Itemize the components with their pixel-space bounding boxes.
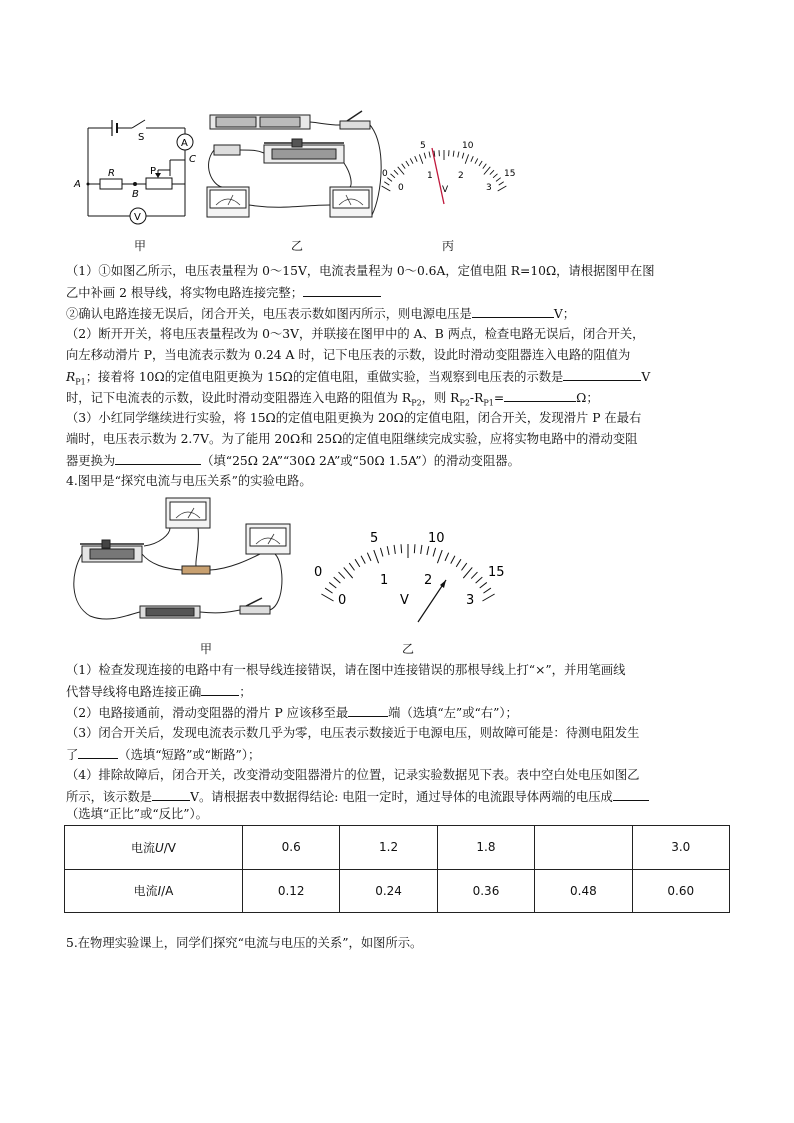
dial-tick (401, 544, 402, 553)
dial1-inner-2: 2 (458, 171, 464, 181)
dial-tick (394, 545, 395, 554)
q3-line-6: $R_{P1}$；接着将 10Ω的定值电阻更换为 15Ω的定值电阻，重做实验，当观察到电压表的示数是 V (66, 370, 651, 387)
table-cell: 0.36 (437, 869, 534, 913)
dial1-unit: V (442, 185, 449, 195)
dial-tick (325, 588, 332, 593)
ammeter-label: A (181, 138, 188, 149)
dial2-outer-0: 0 (314, 565, 323, 580)
q4-line-3: （2）电路接通前，滑动变阻器的滑片 P 应该移至最 端（选填“左”或“右”）； (66, 706, 518, 720)
answer-blank[interactable] (152, 788, 190, 801)
q4-line-4: （3）闭合开关后，发现电流表示数几乎为零，电压表示数接近于电源电压，则故障可能是：待测电阻发生 (66, 726, 640, 740)
caption-jia: 甲 (134, 239, 147, 253)
table-cell: 0.24 (340, 869, 437, 913)
q3-line-7: 时，记下电流表的示数，设此时滑动变阻器连入电路的阻值为 $R_{P2}$，则 $R_{P2}-R_{P1}= \Omega$； (66, 391, 599, 408)
dial-tick (456, 559, 461, 567)
slider-p-label: P (150, 166, 157, 177)
dial-tick (414, 544, 415, 553)
dial-tick (490, 170, 494, 174)
dial-tick (329, 582, 336, 588)
dial1-outer-10: 10 (462, 141, 474, 151)
answer-blank[interactable] (115, 452, 201, 465)
q3-line-5: 向左移动滑片 P，当电流表示数为 0.24 A 时，记下电压表的示数，设此时滑动变阻器连入电路的阻值为 (66, 348, 631, 362)
dial-tick (424, 153, 426, 159)
q4-line-1: （1）检查发现连接的电路中有一根导线连接错误，请在图中连接错误的那根导线上打“×”，并用笔画线 (66, 663, 626, 677)
circuit-diagram-jia (70, 110, 200, 230)
dial-tick (483, 588, 490, 593)
table-cell: 3.0 (632, 826, 729, 870)
q5-heading: 5.在物理实验课上，同学们探究“电流与电压的关系”，如图所示。 (66, 936, 423, 950)
voltmeter-label: V (134, 212, 141, 223)
dial-tick (349, 563, 354, 570)
dial-tick (344, 567, 353, 578)
row-header-voltage: 电流U/V (65, 826, 243, 870)
q4-line-2: 代替导线将电路连接正确 ； (66, 685, 252, 699)
q3-line-9: 端时，电压表示数为 2.7V。为了能用 20Ω和 25Ω的定值电阻继续完成实验，应将实物电路中的滑动变阻 (66, 432, 638, 446)
dial1-inner-1: 1 (427, 171, 433, 181)
dial-tick (480, 582, 487, 588)
answer-blank[interactable] (201, 683, 239, 696)
dial-tick (479, 161, 482, 166)
q3-line-3: ②确认电路连接无误后，闭合开关，电压表示数如图丙所示，则电源电压是 V； (66, 307, 575, 321)
node-c-label: C (189, 154, 196, 165)
q4-line-7: 所示，该示数是 V。请根据表中数据得结论: 电阻一定时，通过导体的电流跟导体两端的电压成 (66, 788, 732, 806)
dial-tick (382, 186, 391, 191)
dial-tick (387, 178, 392, 182)
dial-tick (465, 154, 468, 163)
dial-tick (462, 153, 464, 159)
dial2-outer-15: 15 (488, 565, 505, 580)
dial-tick (484, 167, 490, 175)
dial-tick (445, 553, 449, 561)
dial-tick (433, 548, 435, 557)
table-cell: 0.6 (243, 826, 340, 870)
dial-tick (461, 563, 466, 570)
dial-tick (451, 556, 455, 564)
dial-tick (429, 152, 430, 158)
dial2-inner-0: 0 (338, 593, 347, 608)
dial1-outer-15: 15 (504, 169, 516, 179)
dial-tick (427, 546, 429, 555)
dial-tick (458, 152, 459, 158)
table-cell: 0.60 (632, 869, 729, 913)
dial-tick (361, 556, 365, 564)
dial-tick (398, 167, 404, 175)
node-b-label: B (132, 189, 139, 200)
dial1-needle (432, 148, 444, 204)
voltmeter-dial-bing (372, 130, 522, 225)
table-cell: 1.8 (437, 826, 534, 870)
caption-yi-q4: 乙 (402, 642, 415, 656)
caption-bing: 丙 (442, 239, 455, 253)
dial2-outer-10: 10 (428, 531, 445, 546)
q3-line-1: （1）①如图乙所示，电压表量程为 0～15V，电流表量程为 0～0.6A，定值电阻 R=10Ω，请根据图甲在图 (66, 264, 655, 278)
apparatus-jia-q4 (70, 494, 295, 634)
dial1-inner-3: 3 (486, 183, 492, 193)
dial-tick (394, 170, 398, 174)
dial1-inner-0: 0 (398, 183, 404, 193)
node-a-label: A (74, 179, 81, 190)
switch-label: S (138, 132, 145, 143)
voltmeter-dial-yi (306, 524, 516, 624)
caption-yi: 乙 (291, 239, 304, 253)
dial2-inner-2: 2 (424, 573, 433, 588)
dial-tick (483, 164, 487, 169)
dial-tick (463, 567, 472, 578)
dial-tick (476, 577, 483, 583)
answer-blank[interactable] (504, 389, 576, 402)
table-cell: 0.48 (535, 869, 632, 913)
answer-blank[interactable] (78, 746, 118, 759)
dial1-outer-5: 5 (420, 141, 426, 151)
dial-tick (493, 174, 497, 178)
answer-blank[interactable] (472, 305, 554, 318)
dial-tick (421, 545, 422, 554)
dial-tick (498, 186, 507, 191)
dial-tick (384, 182, 389, 185)
q4-heading: 4.图甲是“探究电流与电压关系”的实验电路。 (66, 474, 312, 488)
table-cell: 0.12 (243, 869, 340, 913)
dial-tick (475, 158, 478, 163)
caption-jia-q4: 甲 (200, 642, 213, 656)
dial2-inner-3: 3 (466, 593, 475, 608)
q3-line-4: （2）断开开关，将电压表量程改为 0～3V，并联接在图甲中的 A、B 两点，检查电路无误后，闭合开关， (66, 327, 645, 341)
dial1-outer-0: 0 (382, 169, 388, 179)
resistor-r-label: R (108, 168, 115, 179)
dial-tick (410, 158, 413, 163)
q3-line-2: 乙中补画 2 根导线，将实物电路连接完整； (66, 284, 732, 302)
dial-tick (415, 156, 417, 161)
q3-line-8: （3）小红同学继续进行实验，将 15Ω的定值电阻更换为 20Ω的定值电阻，闭合开关，发现滑片 P 在最右 (66, 411, 642, 425)
answer-blank[interactable] (563, 368, 641, 381)
table-cell: 1.2 (340, 826, 437, 870)
dial-tick (367, 553, 371, 561)
dial-tick (387, 546, 389, 555)
row-header-current: 电流I/A (65, 869, 243, 913)
dial-tick (471, 572, 477, 578)
dial-tick (419, 154, 422, 163)
dial-tick (402, 164, 406, 169)
answer-blank[interactable] (303, 284, 381, 297)
q4-line-5: 了 （选填“短路”或“断路”）； (66, 748, 261, 762)
dial-tick (437, 550, 442, 563)
dial-tick (453, 151, 454, 157)
answer-blank[interactable] (348, 704, 388, 717)
q4-line-6: （4）排除故障后，闭合开关，改变滑动变阻器滑片的位置，记录实验数据见下表。表中空白处电压如图乙 (66, 768, 640, 782)
table-row (65, 869, 730, 913)
dial-tick (390, 174, 394, 178)
q3-line-10: 器更换为 （填“25Ω 2A”“30Ω 2A”或“50Ω 1.5A”）的滑动变阻器。 (66, 454, 520, 468)
q4-line-8: （选填“正比”或“反比”）。 (66, 807, 208, 821)
table-cell[interactable] (535, 826, 632, 870)
data-table (64, 825, 730, 913)
dial-tick (334, 577, 341, 583)
dial-tick (321, 594, 333, 601)
answer-blank[interactable] (613, 788, 649, 801)
apparatus-yi (202, 105, 392, 230)
dial2-inner-1: 1 (380, 573, 389, 588)
dial-tick (482, 594, 494, 601)
dial2-outer-5: 5 (370, 531, 379, 546)
dial-tick (406, 161, 409, 166)
dial-tick (339, 572, 345, 578)
table-row (65, 826, 730, 870)
dial-tick (499, 182, 504, 185)
dial2-unit: V (400, 593, 409, 608)
dial-tick (355, 559, 360, 567)
dial-tick (374, 550, 379, 563)
dial-tick (471, 156, 473, 161)
dial-tick (496, 178, 501, 182)
dial-tick (380, 548, 382, 557)
